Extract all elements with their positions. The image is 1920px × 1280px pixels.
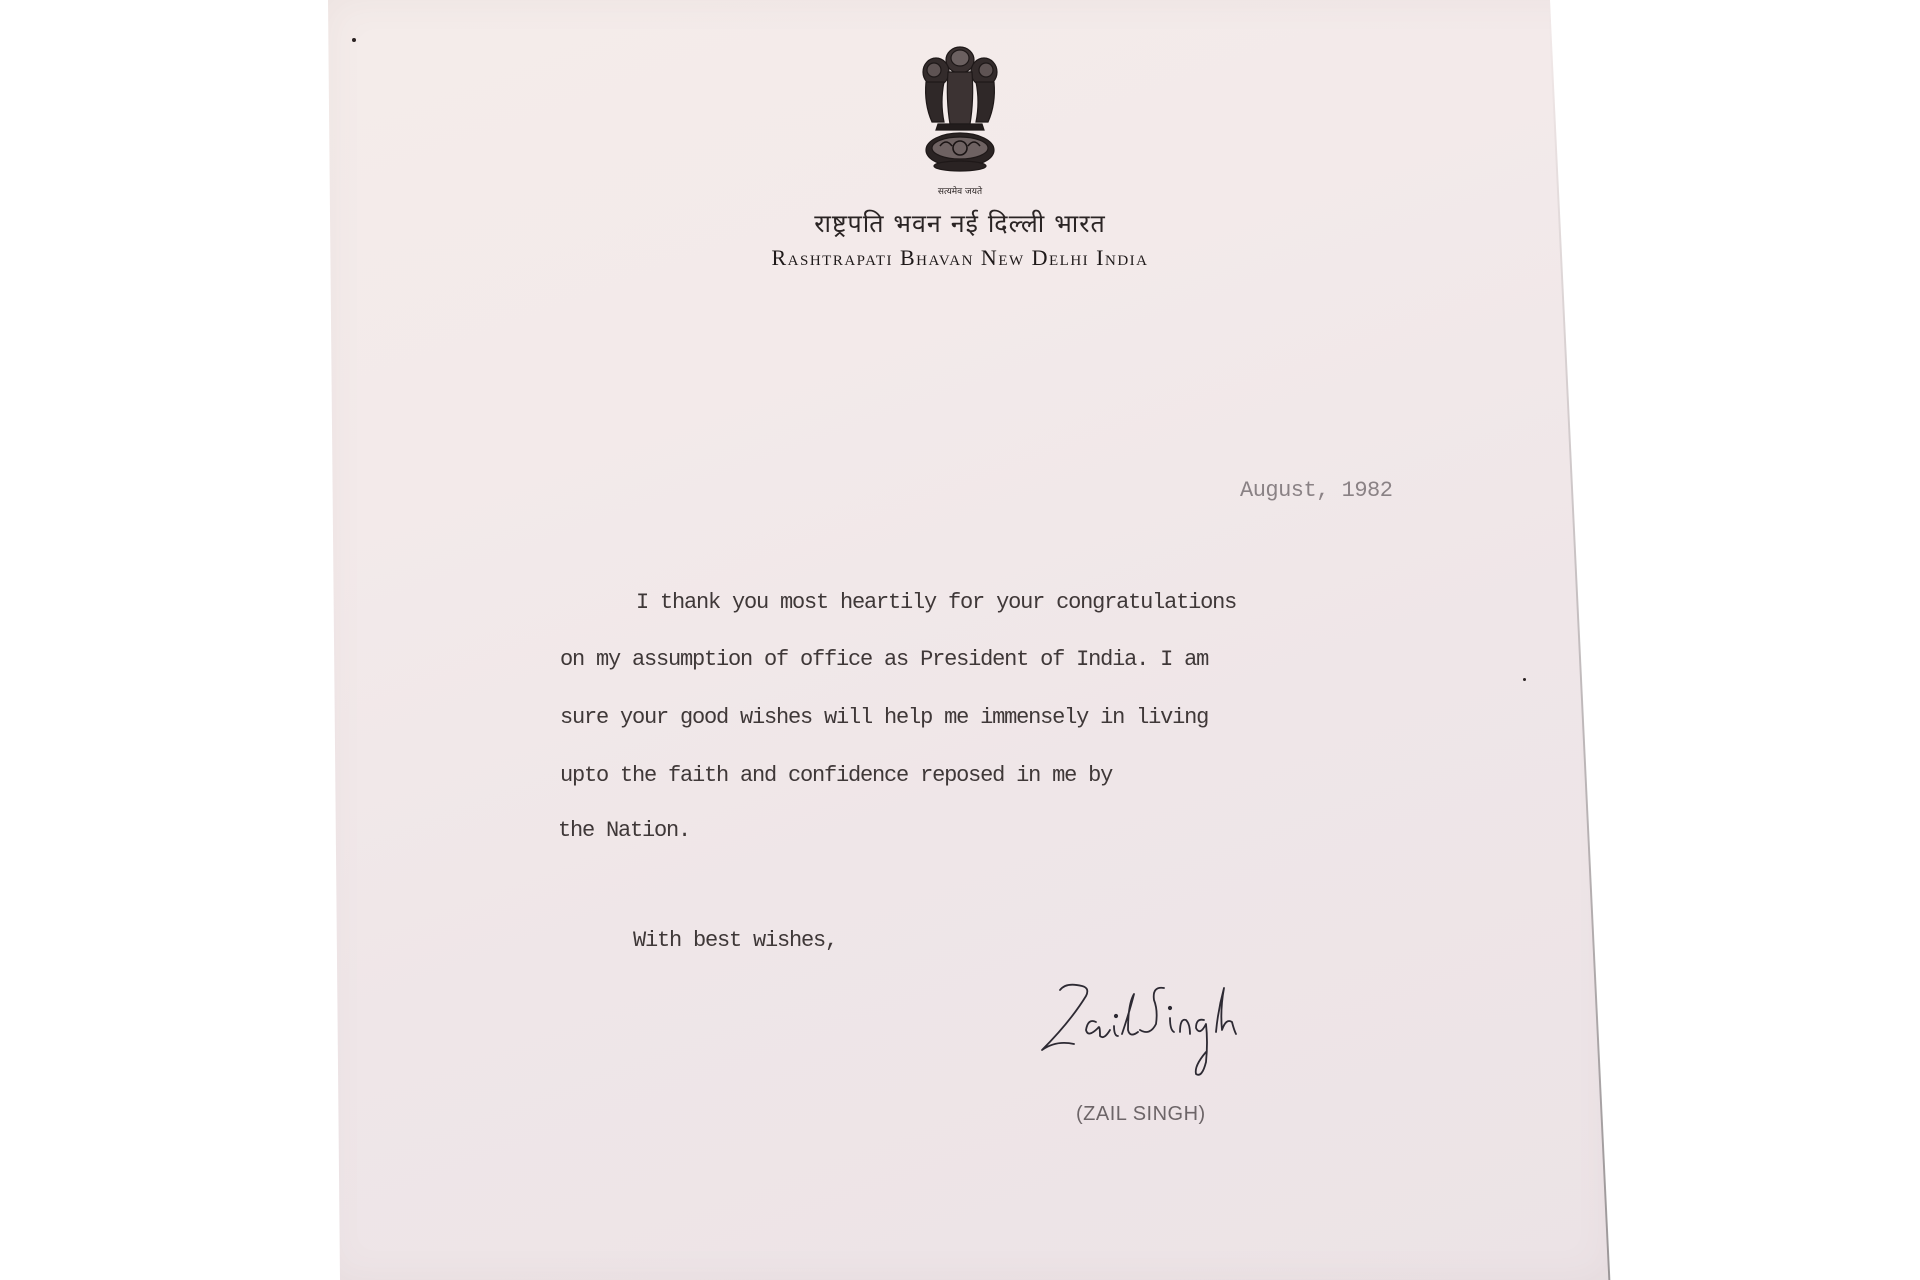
handwritten-signature (1030, 970, 1290, 1090)
letter-body-line: the Nation. (558, 818, 691, 843)
letterhead-address-english: Rashtrapati Bhavan New Delhi India (771, 245, 1149, 270)
letter-body-line: upto the faith and confidence reposed in me by (560, 763, 1113, 788)
emblem-motto: सत्यमेव जयते (937, 187, 983, 197)
letter-date: August, 1982 (1240, 478, 1393, 503)
paper-speck (1523, 678, 1526, 681)
letter-body-line: I thank you most heartily for your congratulations (636, 590, 1237, 615)
letter-body-line: on my assumption of office as President of India. I am (560, 647, 1209, 672)
paper-speck (352, 38, 356, 42)
signer-name: (ZAIL SINGH) (1076, 1103, 1206, 1125)
letter-body-line: sure your good wishes will help me immensely in living (560, 705, 1209, 730)
national-emblem-icon (910, 42, 1010, 202)
letter-closing: With best wishes, (633, 928, 838, 953)
letterhead-address-hindi: राष्ट्रपति भवन नई दिल्ली भारत (814, 209, 1106, 238)
